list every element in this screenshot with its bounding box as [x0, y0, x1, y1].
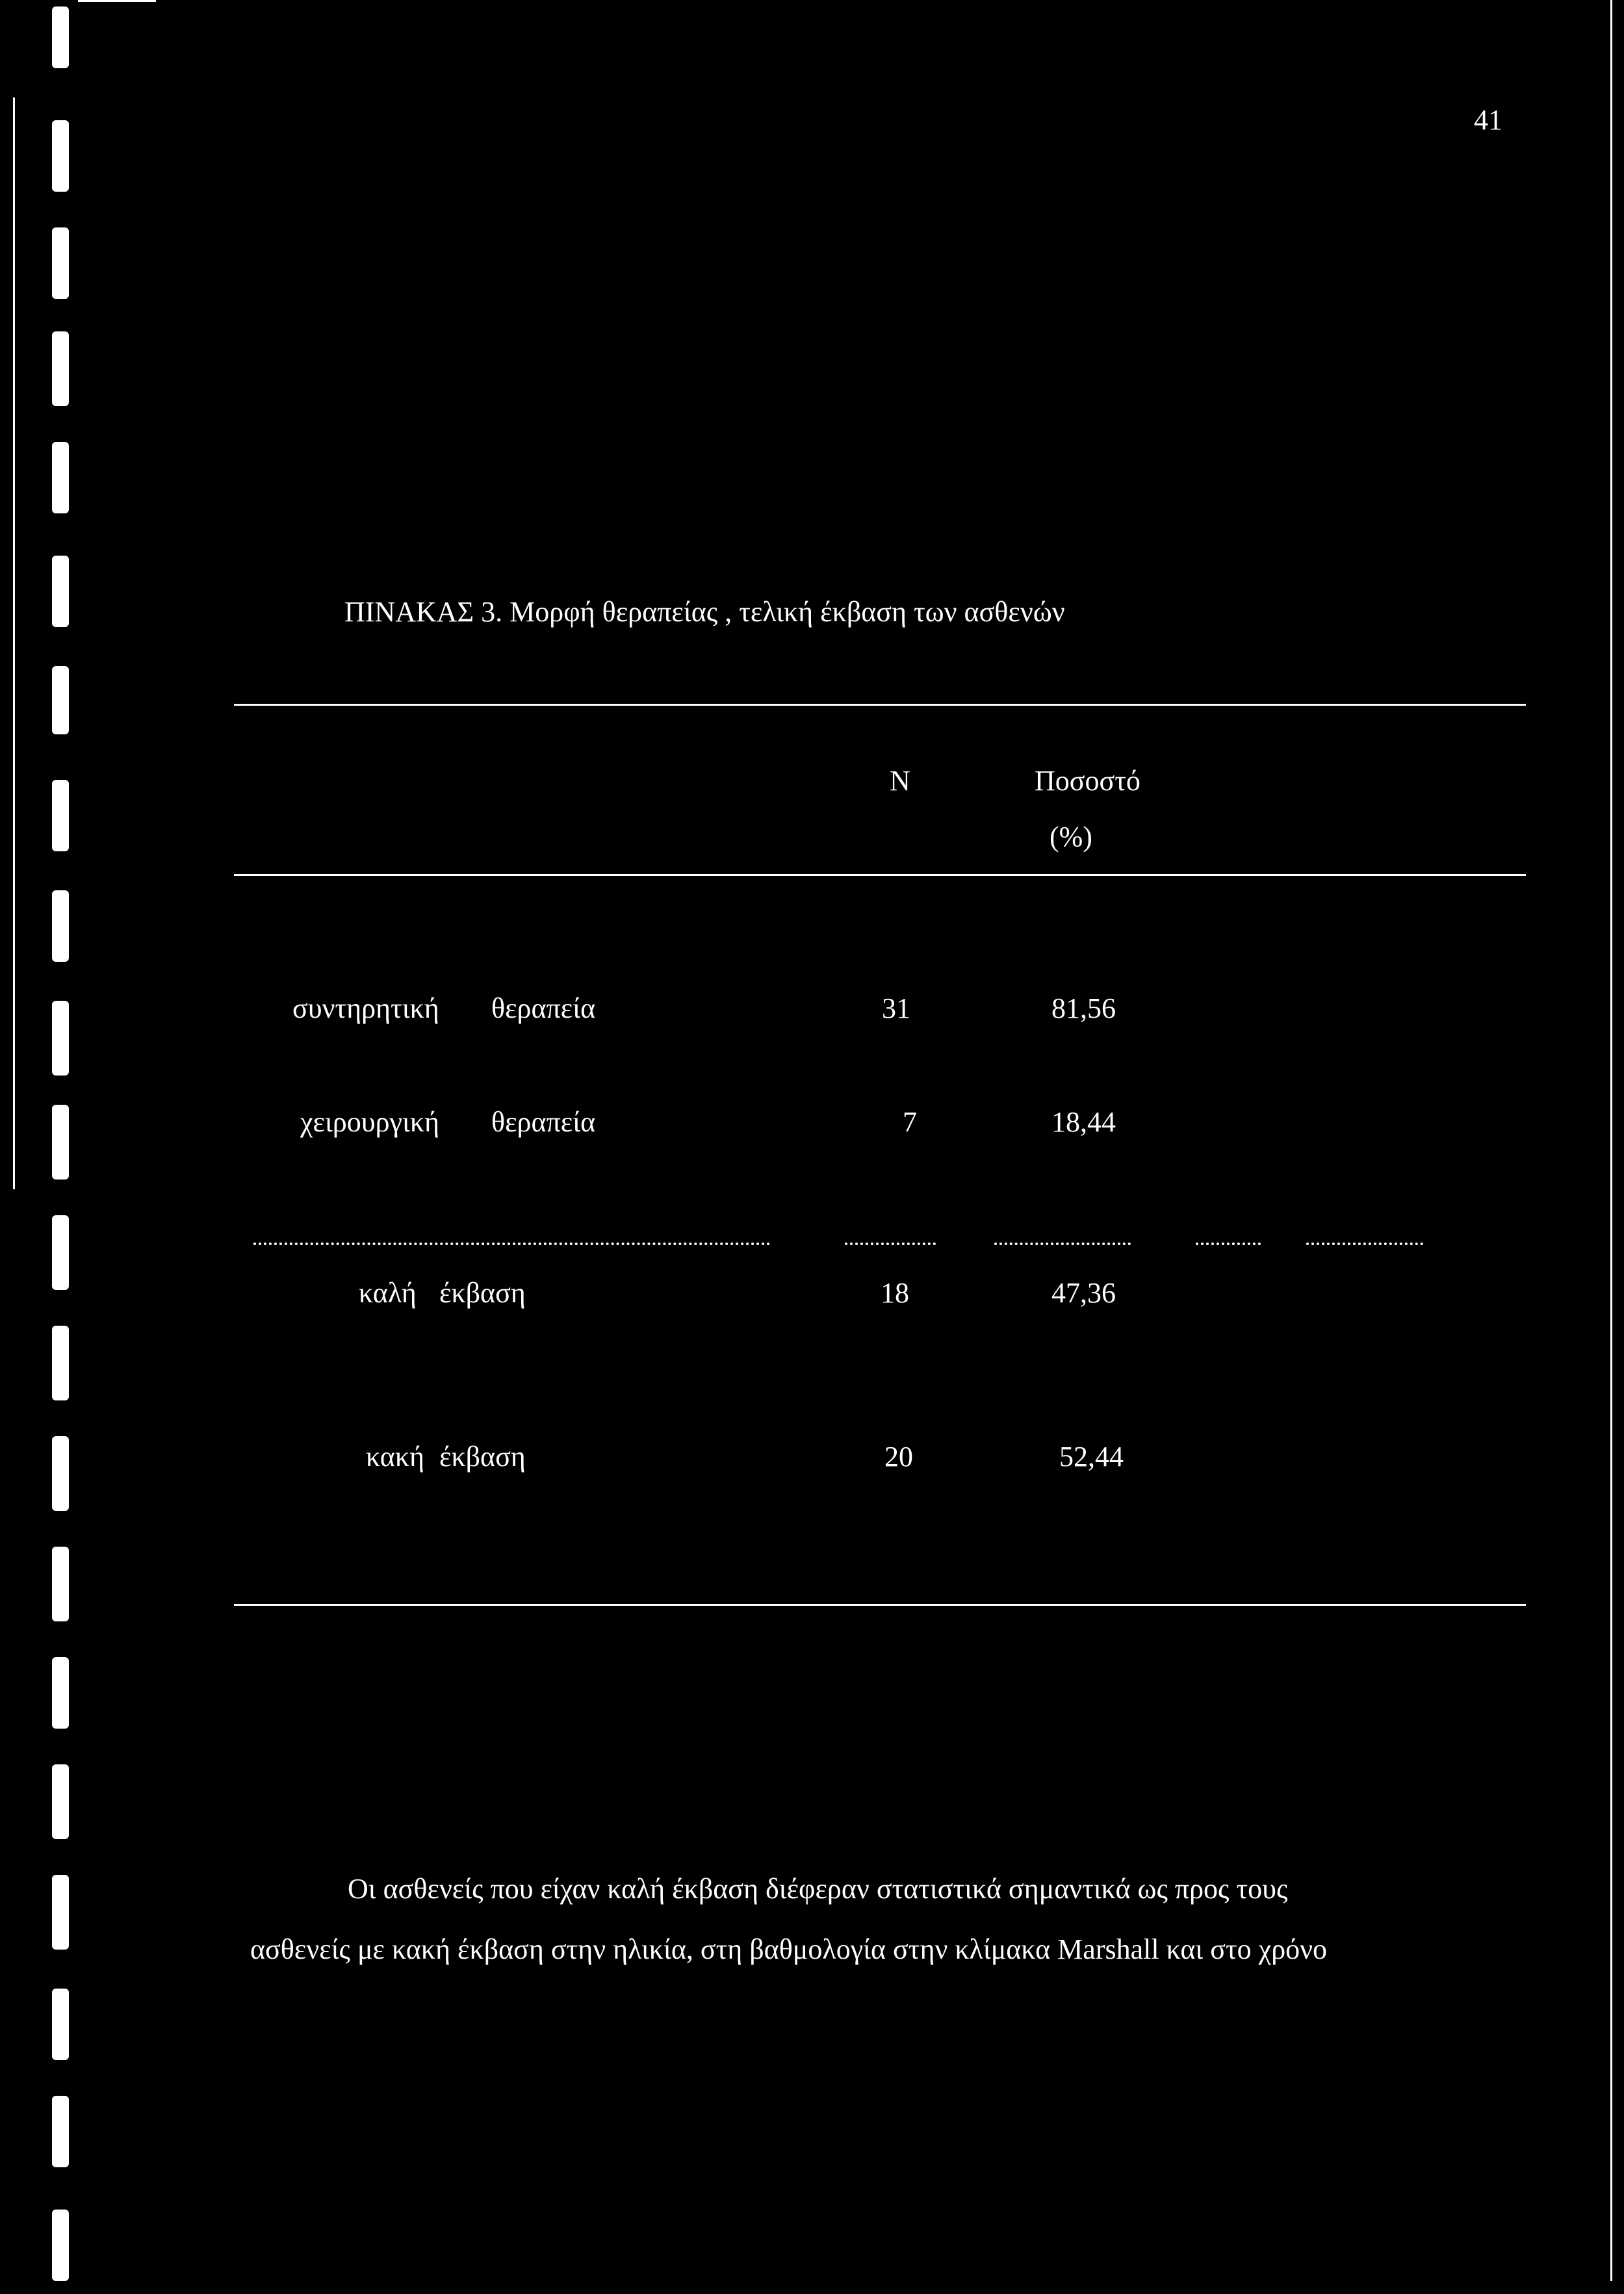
header-percent-unit: (%): [1050, 821, 1092, 853]
row-n: 18: [881, 1277, 909, 1309]
table-title: ΠΙΝΑΚΑΣ 3. Μορφή θεραπείας , τελική έκβαση των ασθενών: [344, 596, 1065, 628]
table-header-rule: [234, 874, 1526, 876]
header-percent: Ποσοστό: [1035, 765, 1141, 797]
row-label: καλή: [359, 1277, 417, 1309]
table-top-rule: [234, 704, 1526, 706]
row-percent: 81,56: [1051, 992, 1116, 1024]
row-percent: 52,44: [1059, 1441, 1124, 1473]
page-number: 41: [1474, 104, 1502, 136]
row-label: κακή: [366, 1441, 425, 1473]
row-n: 20: [884, 1441, 913, 1473]
row-percent: 47,36: [1051, 1277, 1116, 1309]
paragraph-line: Οι ασθενείς που είχαν καλή έκβαση διέφεραν στατιστικά σημαντικά ως προς τους: [348, 1873, 1288, 1905]
row-n: 31: [882, 992, 910, 1024]
row-n: 7: [903, 1106, 917, 1138]
row-label: έκβαση: [439, 1277, 526, 1309]
header-n: N: [890, 765, 910, 797]
paragraph-line: ασθενείς με κακή έκβαση στην ηλικία, στη βαθμολογία στην κλίμακα Marshall και στο χρόνο: [250, 1933, 1328, 1965]
row-label: συντηρητική: [292, 992, 439, 1024]
row-label: θεραπεία: [491, 1106, 596, 1138]
row-label: έκβαση: [439, 1441, 526, 1473]
table-bottom-rule: [234, 1604, 1526, 1606]
row-label: θεραπεία: [491, 992, 596, 1024]
row-percent: 18,44: [1051, 1106, 1116, 1138]
row-label: χειρουργική: [300, 1106, 440, 1138]
